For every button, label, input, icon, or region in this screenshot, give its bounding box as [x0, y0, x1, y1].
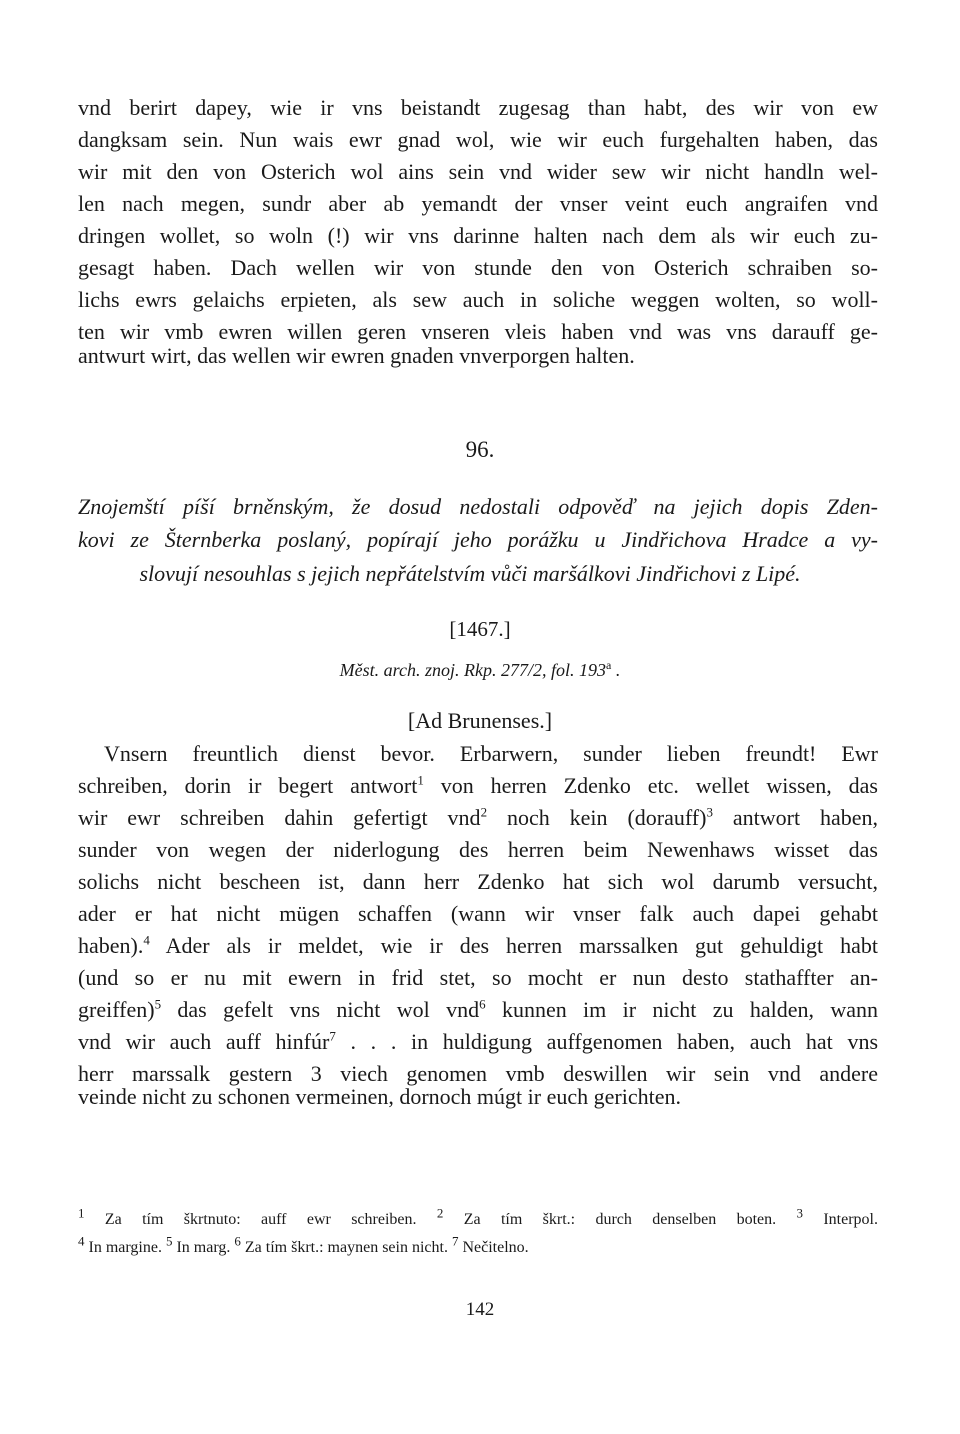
letter-line: ader er hat nicht mügen schaffen (wann wir vnser falk auch dapei gehabt [78, 901, 878, 926]
footnote-marker: 3 [796, 1205, 803, 1221]
page-number: 142 [465, 1299, 495, 1320]
footnote-marker: 2 [436, 1205, 444, 1221]
document-date: [1467.] [449, 617, 511, 641]
summary-line: Znojemští píší brněnským, že dosud nedostali odpověď na jejich dopis Zden- [78, 494, 878, 519]
letter-line: haben).$^4$ Ader als ir meldet, wie ir des herren marssalken gut gehuldigt habt [78, 932, 878, 958]
paragraph-line: vnd berirt dapey, wie ir vns beistandt zugesag than habt, des wir von ew [78, 95, 878, 120]
footnote-marker: 5 [165, 1233, 173, 1249]
footnote-ref: 4 [143, 932, 150, 948]
footnote-ref: 3 [706, 804, 713, 820]
footnote-ref: 5 [154, 996, 162, 1012]
footnote-marker: 6 [234, 1233, 241, 1249]
letter-line: (und so er nu mit ewern in frid stet, so mocht er nun desto stathaffter an- [78, 965, 878, 990]
letter-line: greiffen)$^5$ das gefelt vns nicht wol vnd$^6$ kunnen im ir nicht zu halden, wann [78, 996, 878, 1022]
letter-address: [Ad Brunenses.] [407, 708, 553, 733]
footnote-ref: 2 [480, 804, 488, 820]
paragraph-line: wir mit den von Osterich wol ains sein vnd wider sew wir nicht handln wel- [78, 159, 878, 184]
archive-source [0, 656, 960, 684]
paragraph-line: ten wir vmb ewren willen geren vnseren vleis haben vnd was vns darauff ge- [78, 319, 878, 344]
letter-line: schreiben, dorin ir begert antwort$^1$ von herren Zdenko etc. wellet wissen, das [78, 772, 878, 798]
letter-line: herr marssalk gestern 3 viech genomen vmb deswillen wir sein vnd andere [78, 1061, 878, 1086]
footnote-ref: 7 [329, 1028, 336, 1044]
source-end: . [611, 660, 621, 680]
letter-line: Vnsern freuntlich dienst bevor. Erbarwern, sunder lieben freundt! Ewr [104, 741, 878, 766]
summary-line: kovi ze Šternberka poslaný, popírají jeho porážku u Jindřichova Hradce a vy- [78, 527, 878, 552]
footnote-marker: 1 [78, 1205, 85, 1221]
footnote-marker: 4 [78, 1233, 85, 1249]
letter-line: sunder von wegen der niderlogung des herren beim Newenhaws wisset das [78, 837, 878, 862]
footnote-line: $^4$ In margine. $^5$ In marg. $^6$ Za tím škrt.: maynen sein nicht. $^7$ Nečitelno. [78, 1233, 529, 1256]
section-number: 96. [465, 437, 495, 462]
paragraph-line: antwurt wirt, das wellen wir ewren gnaden vnverporgen halten. [78, 343, 635, 368]
letter-line: veinde nicht zu schonen vermeinen, dornoch múgt ir euch gerichten. [78, 1084, 681, 1109]
paragraph-line: dringen wollet, so woln (!) wir vns darinne halten nach dem als wir euch zu- [78, 223, 878, 248]
letter-line: solichs nicht bescheen ist, dann herr Zdenko hat sich wol darumb versucht, [78, 869, 878, 894]
footnote-ref: 1 [417, 772, 424, 788]
letter-line: vnd wir auch auff hinfúr$^7$ . . . in huldigung auffgenomen haben, auch hat vns [78, 1028, 879, 1054]
paragraph-line: gesagt haben. Dach wellen wir von stunde den von Osterich schraiben so- [78, 255, 878, 280]
footnote-ref: 6 [479, 996, 486, 1012]
paragraph-line: len nach megen, sundr aber ab yemandt der vnser veint euch angraifen vnd [78, 191, 878, 216]
source-text: Měst. arch. znoj. Rkp. 277/2, fol. 193 [339, 660, 606, 680]
paragraph-line: lichs ewrs gelaichs erpieten, als sew auch in soliche weggen wolten, so woll- [78, 287, 878, 312]
footnote-line: $^1$ Za tím škrtnuto: auff ewr schreiben. $^2$ Za tím škrt.: durch denselben boten. $^3$ Interpol. [78, 1205, 879, 1228]
summary-line: slovují nesouhlas s jejich nepřátelstvím vůči maršálkovi Jindřichovi z Lipé. [139, 561, 801, 586]
source-superscript: a [605, 658, 612, 672]
footnote-marker: 7 [451, 1233, 459, 1249]
letter-line: wir ewr schreiben dahin gefertigt vnd$^2$ noch kein (dorauff)$^3$ antwort haben, [78, 804, 879, 830]
paragraph-line: dangksam sein. Nun wais ewr gnad wol, wie wir euch furgehalten haben, das [78, 127, 878, 152]
